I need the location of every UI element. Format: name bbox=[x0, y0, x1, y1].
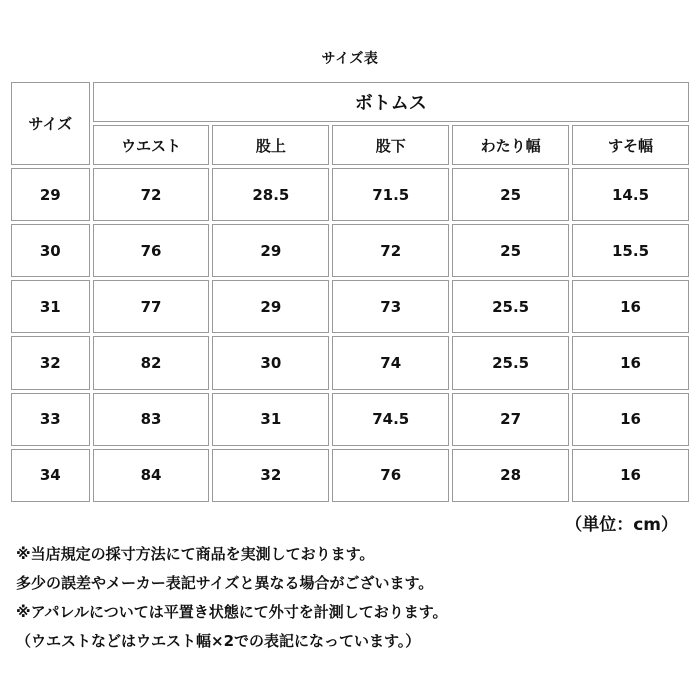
value-cell: 82 bbox=[93, 336, 210, 389]
value-cell: 71.5 bbox=[332, 168, 449, 221]
value-cell: 15.5 bbox=[572, 224, 689, 277]
value-cell: 73 bbox=[332, 280, 449, 333]
size-table bbox=[8, 79, 692, 505]
column-header-rise: 股上 bbox=[212, 125, 329, 165]
column-header-thigh: わたり幅 bbox=[452, 125, 569, 165]
table-row bbox=[11, 280, 689, 333]
value-cell: 28 bbox=[452, 449, 569, 502]
page-title: サイズ表 bbox=[321, 51, 379, 67]
note-line: ※当店規定の採寸方法にて商品を実測しております。 bbox=[16, 545, 375, 563]
value-cell: 25.5 bbox=[452, 336, 569, 389]
value-cell: 27 bbox=[452, 393, 569, 446]
value-cell: 74 bbox=[332, 336, 449, 389]
table-row bbox=[11, 393, 689, 446]
value-cell: 16 bbox=[572, 393, 689, 446]
value-cell: 72 bbox=[332, 224, 449, 277]
size-cell: 34 bbox=[11, 449, 90, 502]
table-row bbox=[11, 336, 689, 389]
value-cell: 16 bbox=[572, 280, 689, 333]
size-cell: 29 bbox=[11, 168, 90, 221]
column-header-waist: ウエスト bbox=[93, 125, 210, 165]
header-row-group bbox=[11, 82, 689, 122]
value-cell: 28.5 bbox=[212, 168, 329, 221]
value-cell: 31 bbox=[212, 393, 329, 446]
value-cell: 76 bbox=[93, 224, 210, 277]
group-header: ボトムス bbox=[93, 82, 689, 122]
header-row-columns bbox=[11, 125, 689, 165]
size-cell: 31 bbox=[11, 280, 90, 333]
unit-label: （単位：cm） bbox=[565, 515, 678, 535]
value-cell: 29 bbox=[212, 280, 329, 333]
value-cell: 25.5 bbox=[452, 280, 569, 333]
note-line: 多少の誤差やメーカー表記サイズと異なる場合がございます。 bbox=[16, 574, 434, 592]
size-cell: 33 bbox=[11, 393, 90, 446]
value-cell: 25 bbox=[452, 224, 569, 277]
value-cell: 16 bbox=[572, 336, 689, 389]
value-cell: 74.5 bbox=[332, 393, 449, 446]
value-cell: 29 bbox=[212, 224, 329, 277]
value-cell: 32 bbox=[212, 449, 329, 502]
note-line: ※アパレルについては平置き状態にて外寸を計測しております。 bbox=[16, 603, 448, 621]
value-cell: 76 bbox=[332, 449, 449, 502]
size-cell: 32 bbox=[11, 336, 90, 389]
note-line: （ウエストなどはウエスト幅×2での表記になっています。） bbox=[16, 632, 421, 650]
table-row bbox=[11, 449, 689, 502]
size-cell: 30 bbox=[11, 224, 90, 277]
value-cell: 83 bbox=[93, 393, 210, 446]
value-cell: 14.5 bbox=[572, 168, 689, 221]
column-header-hem: すそ幅 bbox=[572, 125, 689, 165]
value-cell: 72 bbox=[93, 168, 210, 221]
value-cell: 77 bbox=[93, 280, 210, 333]
value-cell: 30 bbox=[212, 336, 329, 389]
table-row bbox=[11, 168, 689, 221]
column-header-inseam: 股下 bbox=[332, 125, 449, 165]
value-cell: 84 bbox=[93, 449, 210, 502]
value-cell: 16 bbox=[572, 449, 689, 502]
table-row bbox=[11, 224, 689, 277]
notes bbox=[16, 540, 686, 656]
value-cell: 25 bbox=[452, 168, 569, 221]
size-header: サイズ bbox=[11, 82, 90, 165]
